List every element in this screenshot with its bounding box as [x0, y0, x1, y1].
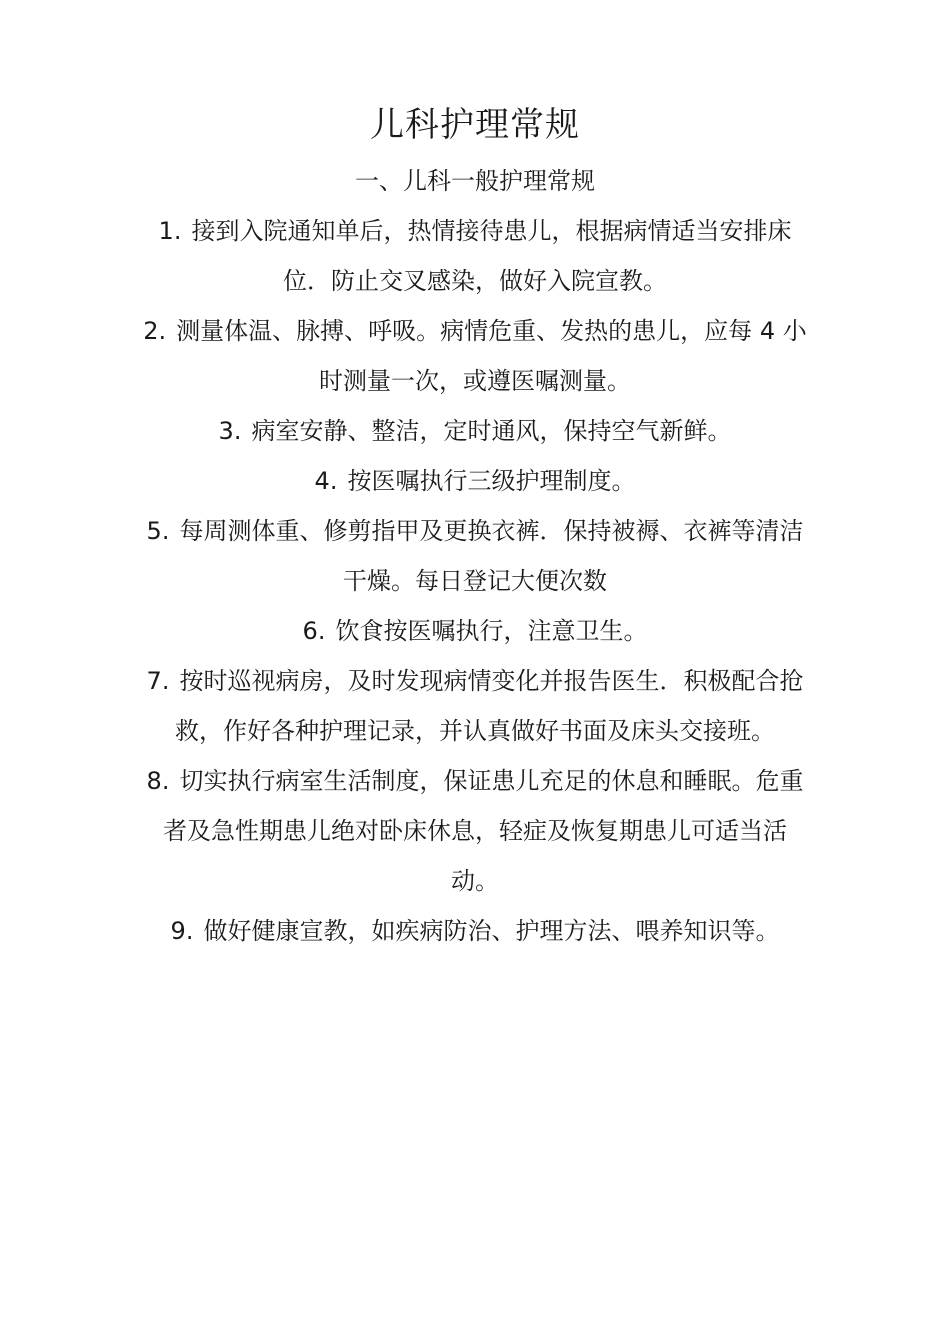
- document-title: 儿科护理常规: [370, 105, 580, 145]
- rule-number: 1.: [158, 217, 182, 245]
- rule-text: 测量体温、脉搏、呼吸。病情危重、发热的患儿，应每 4 小时测量一次，或遵医嘱测量。: [176, 317, 807, 395]
- rule-text: 病室安静、整洁，定时通风，保持空气新鲜。: [251, 417, 732, 445]
- rule-number: 2.: [143, 317, 167, 345]
- rule-number: 3.: [218, 417, 242, 445]
- rule-text: 做好健康宣教，如疾病防治、护理方法、喂养知识等。: [203, 917, 780, 945]
- rule-text: 按时巡视病房，及时发现病情变化并报告医生．积极配合抢救，作好各种护理记录，并认真做好书面及床头交接班。: [175, 667, 804, 745]
- rule-text: 饮食按医嘱执行，注意卫生。: [335, 617, 648, 645]
- rule-text: 接到入院通知单后，热情接待患儿，根据病情适当安排床位．防止交叉感染，做好入院宣教。: [191, 217, 792, 295]
- rule-text: 切实执行病室生活制度，保证患儿充足的休息和睡眠。危重者及急性期患儿绝对卧床休息，轻症及恢复期患儿可适当活动。: [163, 767, 804, 895]
- rule-number: 9.: [170, 917, 194, 945]
- rule-item-6: [140, 606, 810, 656]
- rule-number: 8.: [146, 767, 170, 795]
- rule-item-8: [140, 756, 810, 906]
- rule-item-2: [140, 306, 810, 406]
- rule-item-4: [140, 456, 810, 506]
- document-content: [140, 100, 810, 956]
- rule-text: 每周测体重、修剪指甲及更换衣裤．保持被褥、衣裤等清洁干燥。每日登记大便次数: [179, 517, 804, 595]
- rule-number: 6.: [302, 617, 326, 645]
- rule-item-5: [140, 506, 810, 606]
- rule-text: 按医嘱执行三级护理制度。: [347, 467, 636, 495]
- rule-number: 4.: [314, 467, 338, 495]
- rule-item-1: [140, 206, 810, 306]
- section-heading: 一、儿科一般护理常规: [355, 167, 595, 195]
- rule-number: 7.: [146, 667, 170, 695]
- rule-item-3: [140, 406, 810, 456]
- rule-number: 5.: [146, 517, 170, 545]
- rule-item-7: [140, 656, 810, 756]
- rule-item-9: [140, 906, 810, 956]
